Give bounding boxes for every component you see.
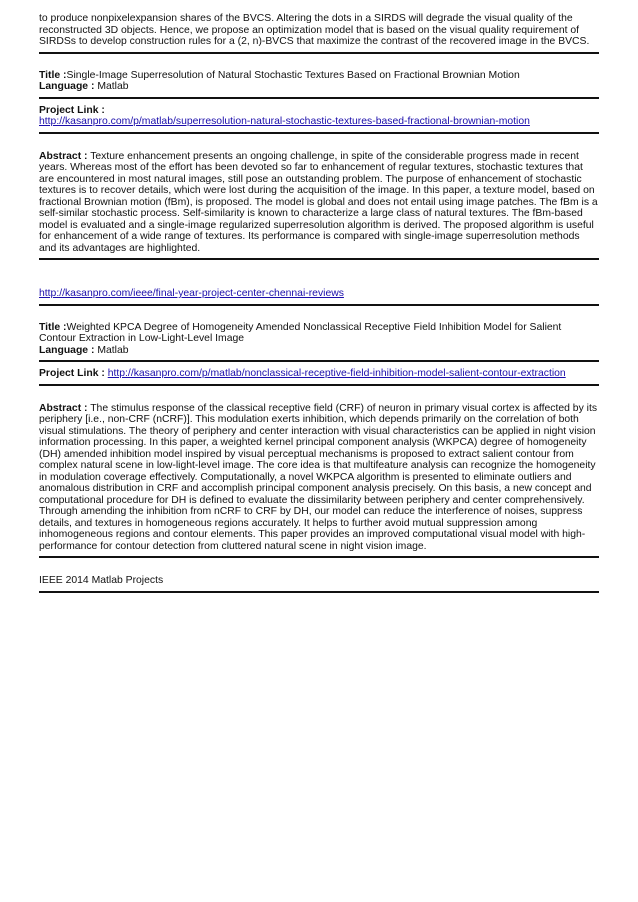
project-2-abstract-text: The stimulus response of the classical receptive field (CRF) of neuron in primary visual cortex is affected by its periphery [i.e., non-CRF (nCRF)]. This modulation exerts inhibition, which depends primarily on the correlation of both visual stimulations. The theory of periphery and center interaction with visual characteristics can be applied in night vision information processing. In this paper, a weighted kernel principal component analysis (WKPCA) degree of homogeneity (DH) amended inhibition model inspired by visual perceptual mechanisms is proposed to extract salient contour from complex natural scene in low-light-level image. The core idea is that multifeature analysis can recognize the homogeneity in modulation coverage effectively. Computationally, a novel WKPCA algorithm is presented to eliminate outliers and anomalous distribution in CRF and accomplish principal component analysis precisely. On this basis, a new concept and computational procedure for DH is defined to evaluate the dissimilarity between periphery and center comprehensively. Through amending the inhibition from nCRF to CRF by DH, our model can reduce the interference of noises, suppress details, and textures in homogeneous regions accurately. It helps to further avoid mutual suppression among inhomogeneous regions and contour elements. This paper provides an improved computational visual model with high-performance for contour detection from cluttered natural scene in night vision image.: [39, 402, 598, 552]
reviews-link[interactable]: http://kasanpro.com/ieee/final-year-project-center-chennai-reviews: [39, 288, 344, 299]
divider: [39, 258, 599, 260]
project-1-abstract-text: Texture enhancement presents an ongoing challenge, in spite of the considerable progress made in recent years. Whereas most of the effort has been devoted so far to enhancement of regular textures, stochastic textures that are encountered in most natural images, still pose an outstanding problem. The purpose of enhancement of stochastic textures is to recover details, which were lost during the acquisition of the image. In this paper, a texture model, based on fractional Brownian motion (fBm), is proposed. The model is global and does not entail using image patches. The fBm is a self-similar stochastic process. Self-similarity is known to characterize a large class of natural textures. The fBm-based model is evaluated and a single-image regularized superresolution algorithm is derived. The proposed algorithm is useful for enhancement of a wide range of textures. Its performance is compared with single-image superresolution methods and its advantages are highlighted.: [39, 150, 598, 254]
project-2-link[interactable]: http://kasanpro.com/p/matlab/nonclassical-receptive-field-inhibition-model-salient-contour-extraction: [107, 368, 566, 379]
project-1-header: [39, 70, 599, 93]
project-2-abstract: [39, 403, 599, 553]
divider: [39, 52, 599, 54]
project-1-link-block: [39, 105, 599, 128]
abstract-label: Abstract :: [39, 150, 88, 162]
project-1-title: Single-Image Superresolution of Natural Stochastic Textures Based on Fractional Brownian Motion: [66, 69, 520, 81]
language-label: Language :: [39, 344, 95, 356]
project-1-language: Matlab: [97, 81, 129, 92]
divider: [39, 304, 599, 306]
intro-continuation-text: to produce nonpixelexpansion shares of the BVCS. Altering the dots in a SIRDS will degrade the visual quality of the reconstructed 3D objects. Hence, we propose an optimization model that is based on the visual quality requirement of SIRDSs to develop construction rules for a (2, n)-BVCS that maximize the contrast of the recovered image in the BVCS.: [39, 13, 590, 47]
divider: [39, 132, 599, 134]
project-1-abstract: [39, 151, 599, 255]
footer-text: IEEE 2014 Matlab Projects: [39, 575, 164, 586]
project-2-language: Matlab: [97, 344, 129, 356]
divider: [39, 97, 599, 99]
language-label: Language :: [39, 81, 95, 92]
abstract-label: Abstract :: [39, 402, 88, 414]
title-label: Title :: [39, 69, 67, 81]
project-2-header: [39, 322, 599, 357]
project-link-label: Project Link :: [39, 104, 105, 116]
divider: [39, 591, 599, 593]
project-link-label: Project Link :: [39, 368, 105, 379]
divider: [39, 384, 599, 386]
project-2-title: Weighted KPCA Degree of Homogeneity Amended Nonclassical Receptive Field Inhibition Model for Salient Contour Extraction in Low-Light-Level Image: [39, 321, 562, 344]
document-page: [39, 13, 599, 593]
title-label: Title :: [39, 321, 67, 333]
project-1-link[interactable]: http://kasanpro.com/p/matlab/superresolution-natural-stochastic-textures-based-fractional-brownian-motion: [39, 116, 530, 127]
divider: [39, 360, 599, 362]
divider: [39, 556, 599, 558]
